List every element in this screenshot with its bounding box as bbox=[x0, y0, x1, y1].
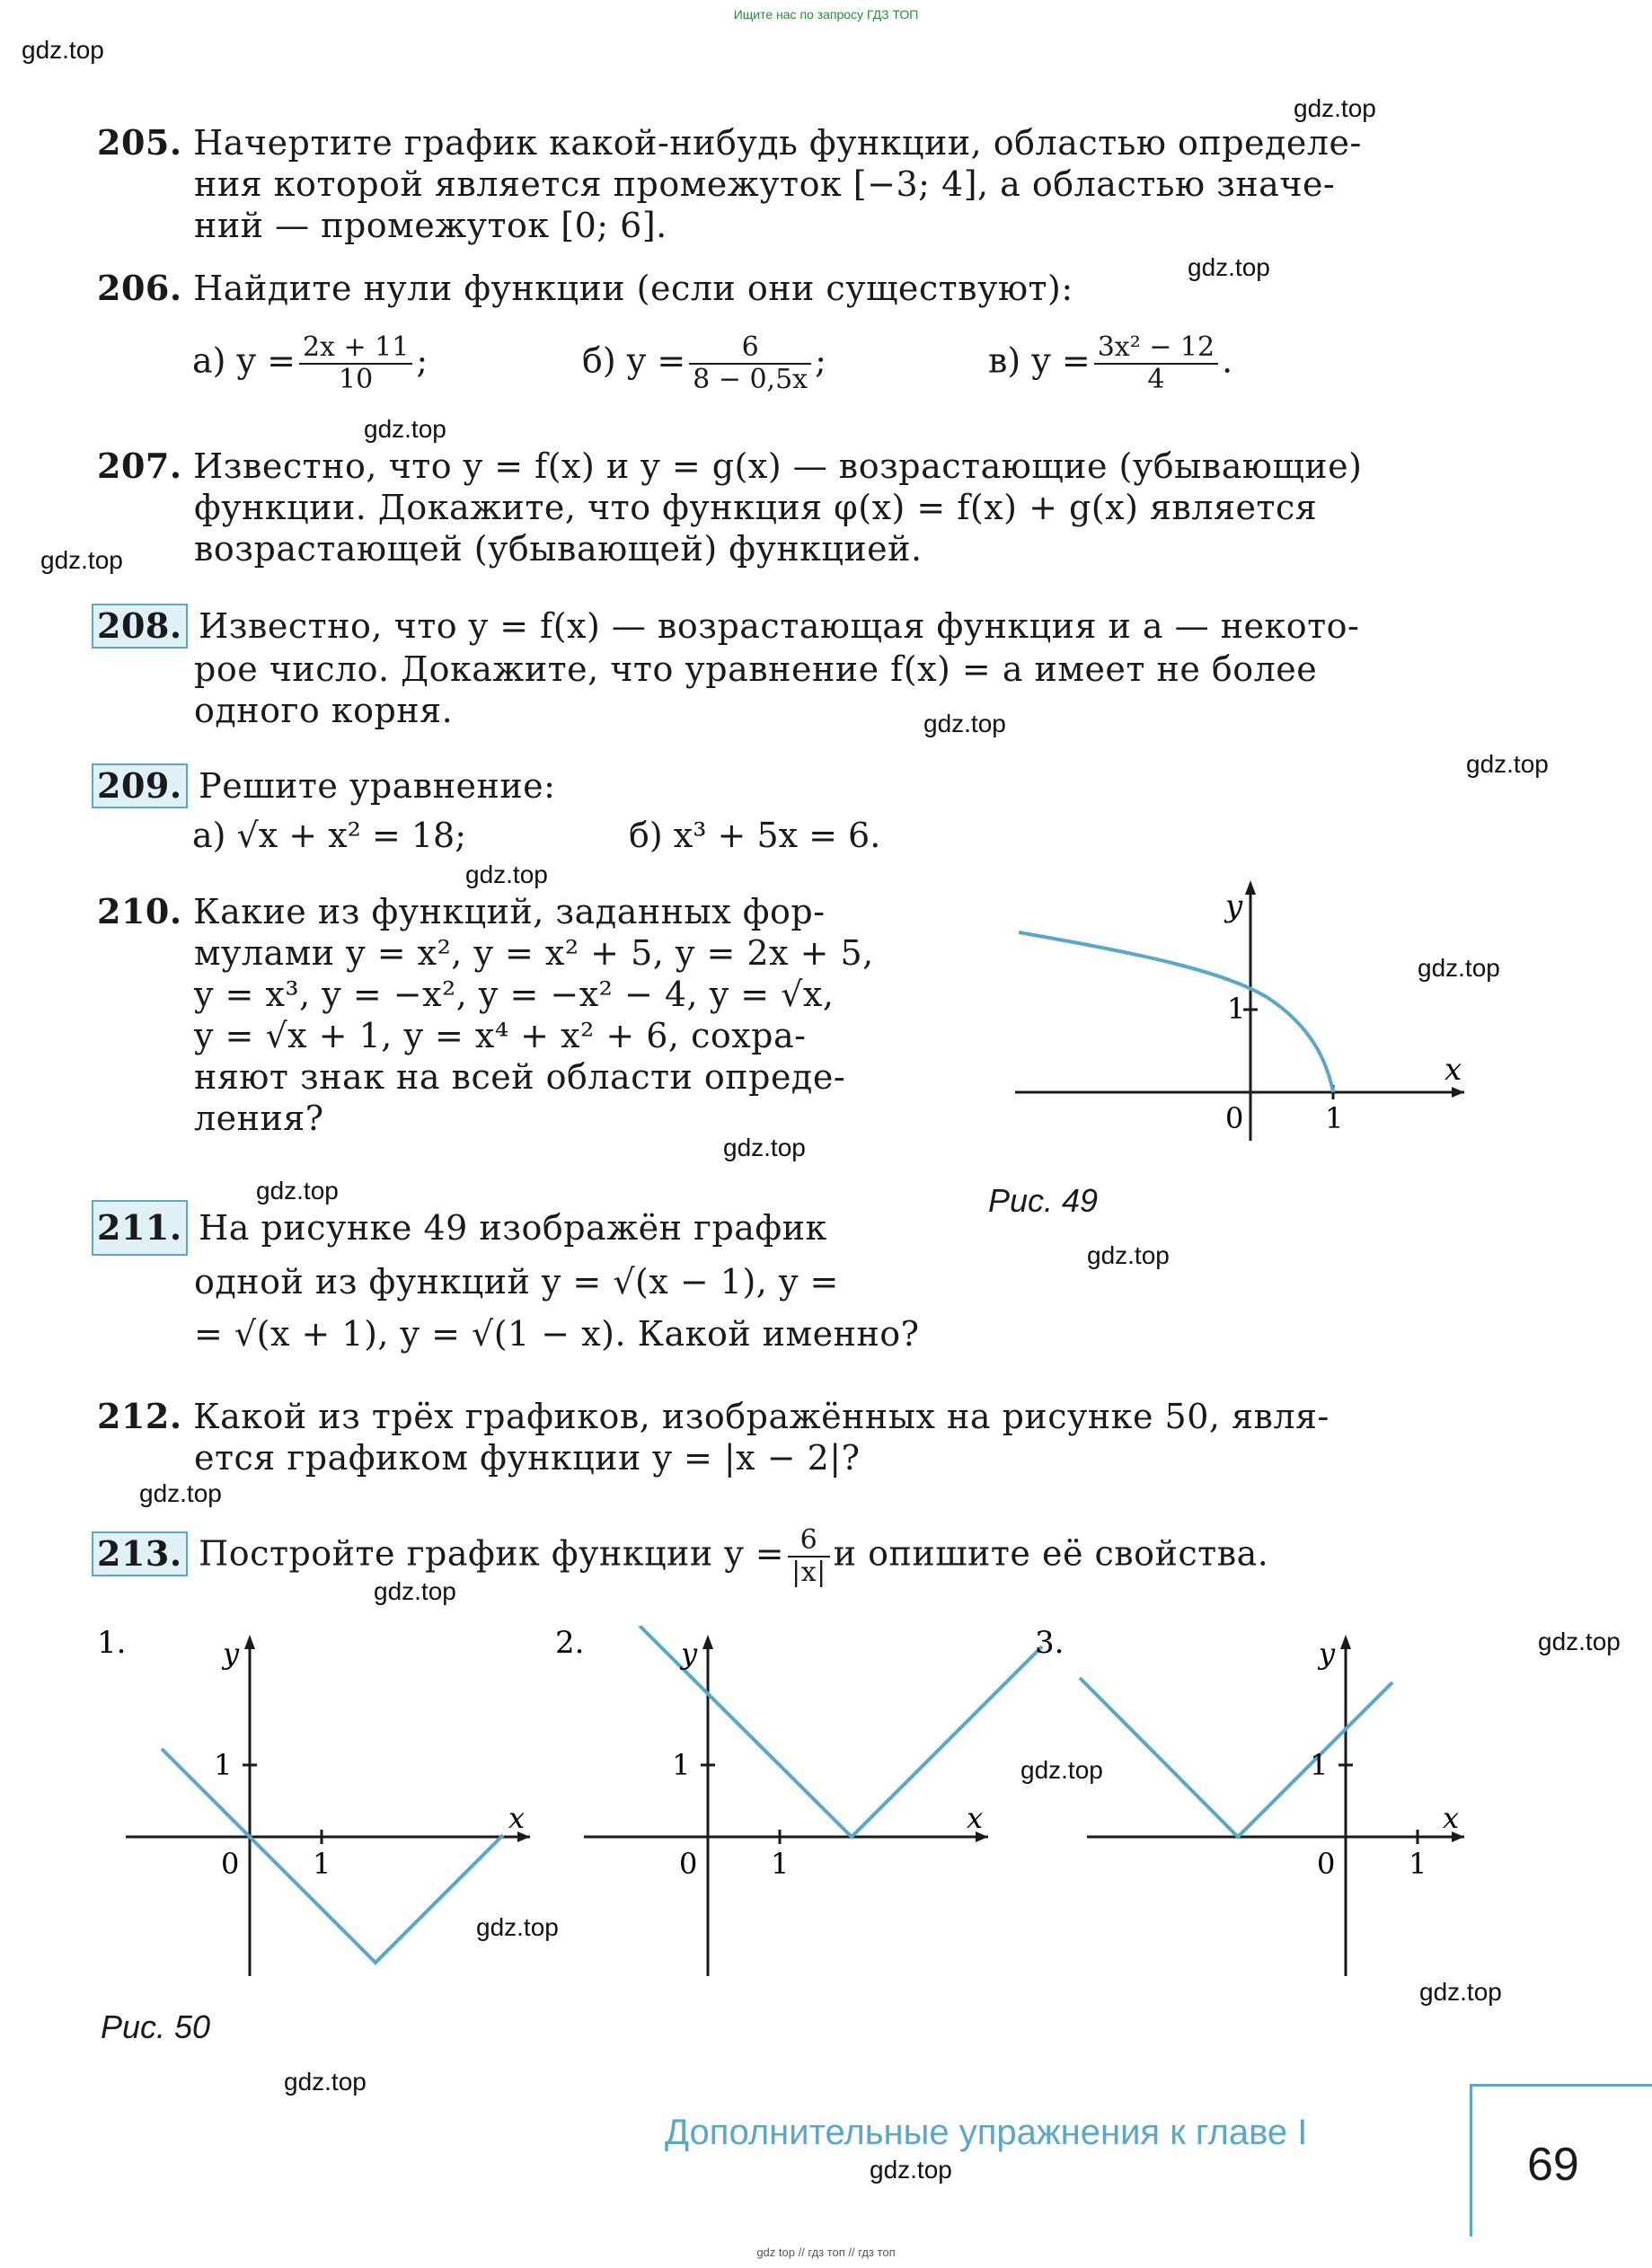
fraction bbox=[299, 332, 412, 395]
figure-49 bbox=[997, 862, 1482, 1159]
problem-211 bbox=[97, 1200, 977, 1360]
footer-divider bbox=[1470, 2084, 1472, 2237]
problem-number: 213. bbox=[92, 1531, 188, 1576]
figure-49-caption: Рис. 49 bbox=[988, 1182, 1099, 1219]
watermark: gdz.top bbox=[364, 415, 446, 443]
problem-206-a bbox=[192, 332, 428, 395]
chapter-title: Дополнительные упражнения к главе I bbox=[665, 2113, 1308, 2152]
watermark: gdz.top bbox=[465, 860, 548, 888]
tick-y-label: 1 bbox=[1227, 992, 1246, 1026]
watermark: gdz.top bbox=[723, 1134, 806, 1161]
watermark: gdz.top bbox=[374, 1577, 456, 1605]
problem-208 bbox=[97, 604, 1471, 731]
problem-text: Какие из функций, заданных фор- bbox=[193, 892, 826, 931]
watermark: gdz.top bbox=[1294, 94, 1376, 122]
graph-label: 3. bbox=[1035, 1626, 1065, 1661]
y-label: y bbox=[223, 1637, 240, 1671]
page-number: 69 bbox=[1527, 2139, 1579, 2191]
numerator: 6 bbox=[689, 332, 811, 365]
numerator: 2x + 11 bbox=[299, 332, 412, 365]
tick-y-label: 1 bbox=[214, 1748, 233, 1782]
x-label: x bbox=[967, 1801, 984, 1835]
graph-1 bbox=[97, 1626, 530, 1976]
watermark: gdz.top bbox=[923, 710, 1006, 737]
denominator: 8 − 0,5x bbox=[693, 364, 808, 395]
punct: . bbox=[1222, 340, 1233, 381]
problem-number: 208. bbox=[92, 604, 188, 649]
part-label: а) y = bbox=[192, 340, 296, 381]
graph-label: 2. bbox=[555, 1626, 585, 1661]
problem-text: рое число. Докажите, что уравнение f(x) = a имеет не более bbox=[194, 649, 1318, 689]
watermark: gdz.top bbox=[476, 1913, 559, 1941]
problem-text: функции. Докажите, что функция φ(x) = f(x) + g(x) является bbox=[194, 488, 1318, 527]
problem-text: Известно, что y = f(x) и y = g(x) — возрастающие (убывающие) bbox=[193, 446, 1363, 486]
top-banner[interactable]: Ищите нас по запросу ГДЗ ТОП bbox=[733, 7, 919, 22]
problem-206 bbox=[97, 268, 1471, 309]
problem-number: 212. bbox=[97, 1396, 182, 1436]
watermark: gdz.top bbox=[139, 1479, 222, 1507]
numerator: 6 bbox=[788, 1525, 830, 1558]
problem-text: ний — промежуток [0; 6]. bbox=[194, 206, 667, 245]
tick-y-label: 1 bbox=[1310, 1748, 1329, 1782]
problem-text: мулами y = x², y = x² + 5, y = 2x + 5, bbox=[194, 933, 874, 973]
denominator: 4 bbox=[1147, 364, 1165, 395]
problem-text: y = √x + 1, y = x⁴ + x² + 6, сохра- bbox=[194, 1016, 807, 1055]
watermark: gdz.top bbox=[1020, 1756, 1103, 1784]
problem-text: Известно, что y = f(x) — возрастающая функция и a — некото- bbox=[199, 606, 1360, 646]
tick-y-label: 1 bbox=[672, 1748, 691, 1782]
watermark: gdz.top bbox=[1419, 1978, 1502, 2006]
problem-212 bbox=[97, 1396, 1471, 1478]
problem-number: 207. bbox=[97, 446, 182, 486]
problem-text: Начертите график какой-нибудь функции, областью определе- bbox=[193, 123, 1362, 163]
graph-label: 1. bbox=[97, 1626, 127, 1661]
y-label: y bbox=[1225, 888, 1243, 924]
problem-text: одного корня. bbox=[194, 691, 454, 730]
watermark: gdz.top bbox=[1418, 954, 1500, 982]
problem-text: ется графиком функции y = |x − 2|? bbox=[194, 1438, 861, 1478]
x-label: x bbox=[1443, 1801, 1460, 1835]
problem-text: няют знак на всей области опреде- bbox=[194, 1057, 846, 1097]
tick-x-label: 1 bbox=[1409, 1847, 1427, 1881]
watermark: gdz.top bbox=[1538, 1628, 1621, 1655]
footer-divider-top bbox=[1470, 2084, 1652, 2087]
figure-50-caption: Рис. 50 bbox=[101, 2008, 211, 2045]
fraction bbox=[689, 332, 811, 395]
problem-text: = √(x + 1), y = √(1 − x). Какой именно? bbox=[194, 1314, 920, 1354]
problem-text: ления? bbox=[194, 1099, 324, 1138]
problem-text: На рисунке 49 изображён график bbox=[199, 1208, 827, 1248]
graph-3 bbox=[1035, 1626, 1464, 1976]
watermark: gdz.top bbox=[22, 36, 104, 64]
bottom-banner[interactable]: gdz top // гдз топ // гдз топ bbox=[756, 2246, 896, 2259]
y-arrow bbox=[1340, 1635, 1351, 1649]
tick-x-label: 1 bbox=[771, 1847, 790, 1881]
problem-text: и опишите её свойства. bbox=[833, 1533, 1269, 1574]
origin-label: 0 bbox=[679, 1847, 698, 1881]
punct: ; bbox=[815, 340, 826, 381]
problem-text: возрастающей (убывающей) функцией. bbox=[194, 529, 923, 569]
denominator: |x| bbox=[791, 1557, 826, 1588]
origin-label: 0 bbox=[1317, 1847, 1336, 1881]
problem-number: 210. bbox=[97, 891, 182, 931]
problem-text: y = x³, y = −x², y = −x² − 4, y = √x, bbox=[194, 975, 835, 1014]
problem-text: ния которой является промежуток [−3; 4], а областью значе- bbox=[194, 164, 1336, 204]
problem-209-b: б) x³ + 5x = 6. bbox=[629, 816, 881, 855]
watermark: gdz.top bbox=[1466, 750, 1549, 778]
watermark: gdz.top bbox=[1087, 1241, 1170, 1269]
tick-x-label: 1 bbox=[1325, 1101, 1344, 1135]
graph-line bbox=[162, 1749, 503, 1963]
problem-209-a: а) √x + x² = 18; bbox=[192, 816, 467, 855]
punct: ; bbox=[416, 340, 428, 381]
y-label: y bbox=[681, 1637, 698, 1671]
problem-206-c bbox=[988, 332, 1232, 395]
x-label: x bbox=[1444, 1052, 1462, 1088]
problem-number: 209. bbox=[92, 763, 188, 808]
part-label: б) y = bbox=[582, 340, 686, 381]
numerator: 3x² − 12 bbox=[1094, 332, 1218, 365]
problem-number: 205. bbox=[97, 122, 182, 163]
problem-text: Какой из трёх графиков, изображённых на рисунке 50, явля- bbox=[193, 1397, 1330, 1436]
problem-number: 211. bbox=[92, 1200, 188, 1256]
y-arrow bbox=[702, 1635, 713, 1649]
origin-label: 0 bbox=[1225, 1101, 1244, 1135]
origin-label: 0 bbox=[221, 1847, 240, 1881]
problem-213 bbox=[97, 1525, 1471, 1588]
problem-206-b bbox=[582, 332, 826, 395]
watermark: gdz.top bbox=[870, 2156, 952, 2184]
denominator: 10 bbox=[339, 364, 374, 395]
problem-text: Решите уравнение: bbox=[199, 766, 556, 806]
problem-text: Постройте график функции y = bbox=[199, 1533, 785, 1574]
problem-209 bbox=[97, 763, 1471, 808]
y-label: y bbox=[1319, 1637, 1336, 1671]
problem-210 bbox=[97, 891, 977, 1139]
graph-2 bbox=[555, 1626, 1042, 1976]
problem-number: 206. bbox=[97, 268, 182, 308]
part-label: в) y = bbox=[988, 340, 1091, 381]
figure-50 bbox=[90, 1626, 1491, 1994]
tick-x-label: 1 bbox=[313, 1847, 331, 1881]
watermark: gdz.top bbox=[40, 546, 123, 574]
watermark: gdz.top bbox=[256, 1177, 339, 1205]
fraction bbox=[788, 1525, 830, 1588]
fraction bbox=[1094, 332, 1218, 395]
watermark: gdz.top bbox=[1188, 253, 1270, 281]
x-arrow bbox=[1452, 1087, 1464, 1098]
problem-205 bbox=[97, 122, 1471, 246]
problem-text: одной из функций y = √(x − 1), y = bbox=[194, 1262, 839, 1302]
problem-text: Найдите нули функции (если они существуют): bbox=[193, 269, 1073, 308]
graph-curve bbox=[1019, 932, 1333, 1092]
y-arrow bbox=[1245, 880, 1256, 895]
watermark: gdz.top bbox=[284, 2068, 367, 2096]
problem-207 bbox=[97, 446, 1471, 569]
x-label: x bbox=[508, 1801, 526, 1835]
y-arrow bbox=[244, 1635, 255, 1649]
